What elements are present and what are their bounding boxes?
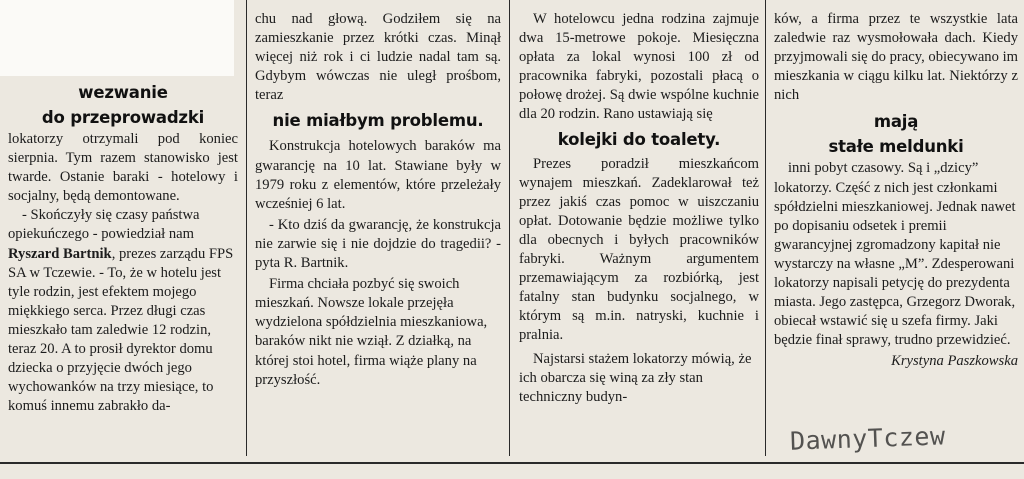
- subheading-stale-meldunki: stałe meldunki: [828, 137, 964, 157]
- paragraph-quote: - Skończyły się czasy państwa opiekuńczego - powiedział nam Ryszard Bartnik, prezes zarządu FPS SA w Tczewie. - To, że w hotelu jest tyle rodzin, jest efektem mojego miękkiego serca. Przez długi czas mieszkało tam zaledwie 12 rodzin, teraz 20. A to prosił dyrektor domu dziecka o przyjęcie dwóch jego wychowanków na trzy miesiące, to komuś innemu zabrakło da-: [8, 207, 234, 415]
- subheading-do-przeprowadzki: do przeprowadzki: [41, 108, 205, 127]
- paragraph: ków, a firma przez te wszystkie lata zaledwie raz wysmołowała dach. Kiedy przyjmowali się do pracy, obiecywano im mieszkania w ciągu kilku lat. Niektórzy z nich: [774, 11, 1018, 104]
- subheading-kolejki-do-toalety: kolejki do toalety.: [557, 129, 721, 149]
- paragraph: - Kto dziś da gwarancję, że konstrukcja nie zarwie się i nie dojdzie do tragedii? - pyta R. Bartnik.: [255, 216, 501, 272]
- watermark: DawnyTczew: [789, 421, 946, 456]
- subheading-wezwanie: wezwanie: [78, 83, 168, 102]
- paragraph: Firma chciała pozbyć się swoich mieszkań. Nowsze lokale przejęła wydzielona spółdzielnia mieszkaniowa, baraków nikt nie wziął. Z działką, na której stoi hotel, firma wiąże plany na przyszłość.: [255, 276, 488, 388]
- paragraph: Konstrukcja hotelowych baraków ma gwarancję na 10 lat. Stawiane były w 1979 roku z elementów, które przeleżały wcześniej 6 lat.: [255, 138, 501, 212]
- column-2: [255, 10, 501, 390]
- column-1: [8, 80, 238, 416]
- paragraph: Najstarsi stażem lokatorzy mówią, że ich obarcza się winą za zły stan techniczny budyn-: [519, 350, 752, 405]
- subheading-maja: mają: [873, 112, 919, 132]
- bottom-rule: [0, 462, 1024, 464]
- paragraph: W hotelowcu jedna rodzina zajmuje dwa 15-metrowe pokoje. Miesięczna opłata za lokal wynosi 100 zł od pracownika fabryki, pozostali płacą o połowę drożej. Są dwie wspólne kuchnie dla 20 rodzin. Rano ustawiają się: [519, 11, 759, 123]
- blank-corner: [0, 0, 234, 76]
- subheading-nie-mialbym-problemu: nie miałbym problemu.: [272, 111, 484, 131]
- paragraph: inni pobyt czasowy. Są i „dzicy” lokatorzy. Część z nich jest członkami spółdzielni mieszkaniowej. Jednak nawet po dopisaniu odsetek i premii gwarancyjnej zgromadzony kapitał nie wystarczy na własne „M”. Zdesperowani lokatorzy napisali petycję do prezydenta miasta. Jego zastępca, Grzegorz Dworak, obiecał wstawić się u szefa firmy. Jaki będzie finał sprawy, trudno przewidzieć.: [774, 160, 1016, 349]
- paragraph: lokatorzy otrzymali pod koniec sierpnia. Tym razem stanowisko jest twarde. Ostanie baraki - hotelowy i socjalny, będą demontowane.: [8, 131, 238, 205]
- paragraph: chu nad głową. Godziłem się na zamieszkanie przez krótki czas. Minął więcej niż rok i ci ludzie nadal tam są. Gdybym wówczas nie uległ prośbom, teraz: [255, 11, 501, 104]
- column-rule: [765, 0, 766, 456]
- person-name: Ryszard Bartnik: [8, 245, 112, 262]
- paragraph: Prezes poradził mieszkańcom wynajem mieszkań. Zadeklarował też przez jakiś czas pomoc w uiszczaniu opłat. Dotowanie będzie możliwe tylko dla obecnych i byłych pracowników fabryki. Ważnym argumentem przemawiającym za rozbiórką, jest fatalny stan budynku socjalnego, w którym są m.in. natryski, kuchnie i pralnia.: [519, 155, 759, 344]
- column-3: [519, 10, 759, 407]
- column-rule: [246, 0, 247, 456]
- author-signature: Krystyna Paszkowska: [891, 353, 1018, 370]
- column-4: [774, 10, 1018, 372]
- column-rule: [509, 0, 510, 456]
